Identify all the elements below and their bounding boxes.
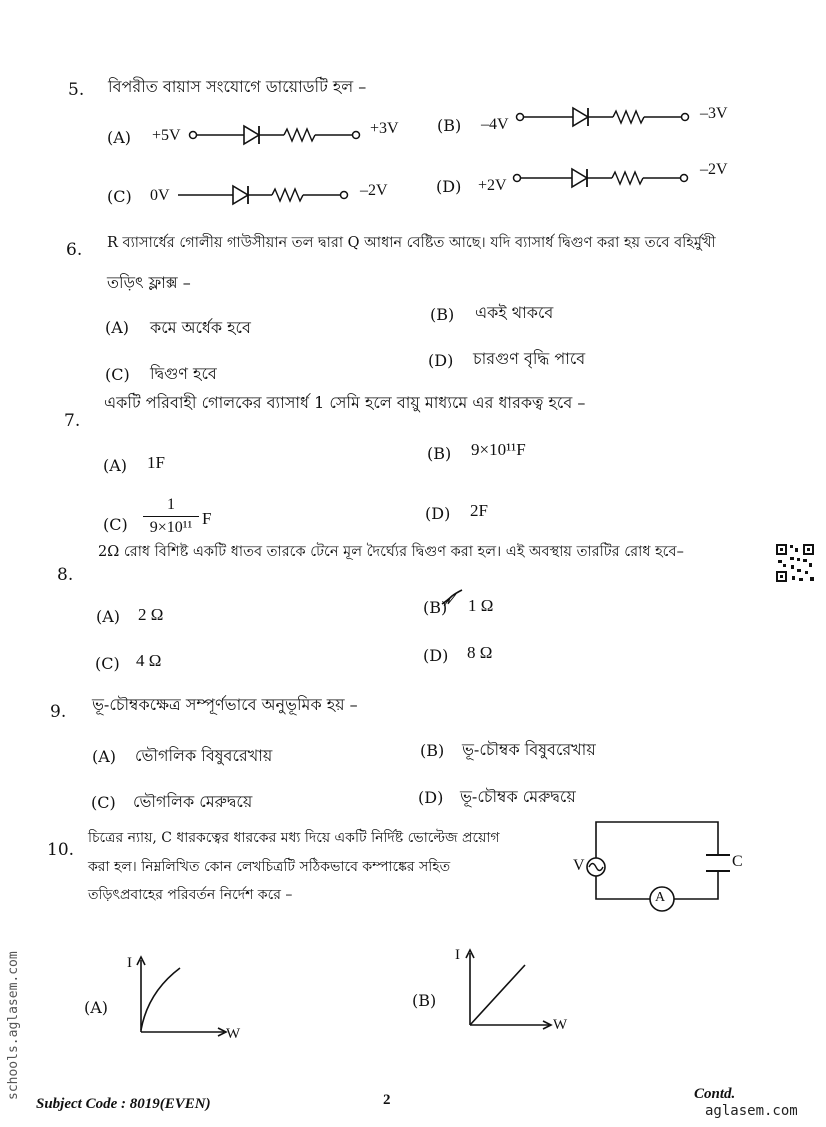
option-label: (A) <box>92 747 117 766</box>
page-number: 2 <box>383 1092 391 1108</box>
option-label: (A) <box>84 998 109 1017</box>
option-label: (B) <box>420 741 445 760</box>
q7-number: 7. <box>64 411 81 431</box>
diode-resistor-circuit <box>515 100 699 134</box>
circuit-left-voltage: –4V <box>481 116 509 133</box>
option-text: ভৌগলিক মেরুদ্বয়ে <box>133 792 253 811</box>
q10-text-line1: চিত্রের ন্যায়, C ধারকত্বের ধারকের মধ্য দিয়ে একটি নির্দিষ্ট ভোল্টেজ প্রয়োগ <box>88 830 500 846</box>
option-label: (B) <box>412 991 437 1010</box>
option-label: (B) <box>437 116 462 135</box>
circuit-left-voltage: 0V <box>150 187 170 204</box>
fraction-denominator: 9×10¹¹ <box>149 519 193 536</box>
q10-text-line3: তড়িৎপ্রবাহের পরিবর্তন নির্দেশ করে – <box>88 887 293 903</box>
fraction-unit: F <box>202 509 212 528</box>
option-text: একই থাকবে <box>475 303 554 322</box>
option-text: চারগুণ বৃদ্ধি পাবে <box>473 349 586 368</box>
option-label: (D) <box>428 351 454 370</box>
option-text: ভূ-চৌম্বক বিষুবরেখায় <box>462 740 596 759</box>
option-text: ভূ-চৌম্বক মেরুদ্বয়ে <box>460 787 576 806</box>
option-label: (B) <box>430 305 455 324</box>
fraction-bar <box>143 516 199 517</box>
watermark-side: schools.aglasem.com <box>6 951 21 1100</box>
option-text: কমে অর্ধেক হবে <box>150 318 251 337</box>
q6-number: 6. <box>66 240 83 260</box>
circuit-right-voltage: +3V <box>370 120 399 137</box>
q6-text-line1: R ব্যাসার্ধের গোলীয় গাউসীয়ান তল দ্বারা Q আধান বেষ্টিত আছে। যদি ব্যাসার্ধ দ্বিগুণ করা হয় তবে বহির্মুখী <box>107 235 716 251</box>
option-label: (B) <box>423 598 448 617</box>
q9-number: 9. <box>50 702 67 722</box>
q8-number: 8. <box>57 565 74 585</box>
option-text: 1F <box>147 453 165 472</box>
fraction-numerator: 1 <box>167 496 175 513</box>
y-axis-label: I <box>127 955 132 971</box>
q10-number: 10. <box>47 840 75 860</box>
watermark-bottom: aglasem.com <box>705 1103 798 1119</box>
saturating-curve <box>141 968 180 1030</box>
circuit-left-voltage: +2V <box>478 177 507 194</box>
diode-resistor-circuit <box>188 118 372 152</box>
option-label: (C) <box>103 515 128 534</box>
y-axis-label: I <box>455 947 460 963</box>
x-axis-label: W <box>553 1017 568 1033</box>
linear-line <box>470 965 525 1025</box>
q8-text: 2Ω রোধ বিশিষ্ট একটি ধাতব তারকে টেনে মূল দৈর্ঘ্যের দ্বিগুণ করা হল। এই অবস্থায় তারটির রোধ হবে– <box>98 544 684 560</box>
option-label: (D) <box>423 646 449 665</box>
q5-text: বিপরীত বায়াস সংযোগে ডায়োডটি হল – <box>108 77 367 96</box>
option-text: দ্বিগুণ হবে <box>150 364 217 383</box>
q10-text-line2: করা হল। নিম্নলিখিত কোন লেখচিত্রটি সঠিকভাবে কম্পাঙ্কের সহিত <box>88 859 451 875</box>
option-label: (D) <box>425 504 451 523</box>
option-label: (B) <box>427 444 452 463</box>
subject-code: Subject Code : 8019(EVEN) <box>36 1096 211 1112</box>
option-text: 1 Ω <box>468 596 494 615</box>
option-label: (A) <box>96 607 121 626</box>
option-text: 4 Ω <box>136 651 162 670</box>
x-axis-label: W <box>226 1026 241 1042</box>
option-text: 8 Ω <box>467 643 493 662</box>
option-text: 2 Ω <box>138 605 164 624</box>
option-label: (A) <box>107 128 132 147</box>
circuit-right-voltage: –3V <box>700 105 728 122</box>
ac-capacitor-circuit <box>570 815 750 915</box>
qr-code-icon <box>775 543 815 583</box>
capacitor-label: C <box>732 853 743 870</box>
option-label: (C) <box>105 365 130 384</box>
option-label: (D) <box>418 788 444 807</box>
option-label: (A) <box>103 456 128 475</box>
option-label: (A) <box>105 318 130 337</box>
contd-label: Contd. <box>694 1086 736 1102</box>
option-label: (C) <box>107 187 132 206</box>
q7-text: একটি পরিবাহী গোলকের ব্যাসার্ধ 1 সেমি হলে বায়ু মাধ্যমে এর ধারকত্ব হবে – <box>104 393 586 412</box>
source-label: V <box>573 857 585 874</box>
option-label: (C) <box>95 654 120 673</box>
q6-text-line2: তড়িৎ ফ্লাক্স – <box>107 273 191 292</box>
option-label: (D) <box>436 177 462 196</box>
diode-resistor-circuit <box>178 178 362 212</box>
diode-resistor-circuit <box>512 161 696 195</box>
option-text: 2F <box>470 501 488 520</box>
circuit-left-voltage: +5V <box>152 127 181 144</box>
circuit-right-voltage: –2V <box>360 182 388 199</box>
q5-number: 5. <box>68 80 85 100</box>
ammeter-label: A <box>655 890 666 905</box>
option-text: 9×10¹¹F <box>471 440 526 459</box>
option-text: ভৌগলিক বিষুবরেখায় <box>135 746 273 765</box>
circuit-right-voltage: –2V <box>700 161 728 178</box>
option-label: (C) <box>91 793 116 812</box>
q9-text: ভূ-চৌম্বকক্ষেত্র সম্পূর্ণভাবে অনুভূমিক হয় – <box>92 695 358 714</box>
pen-tick-mark-icon <box>440 588 466 608</box>
fraction <box>143 496 199 537</box>
